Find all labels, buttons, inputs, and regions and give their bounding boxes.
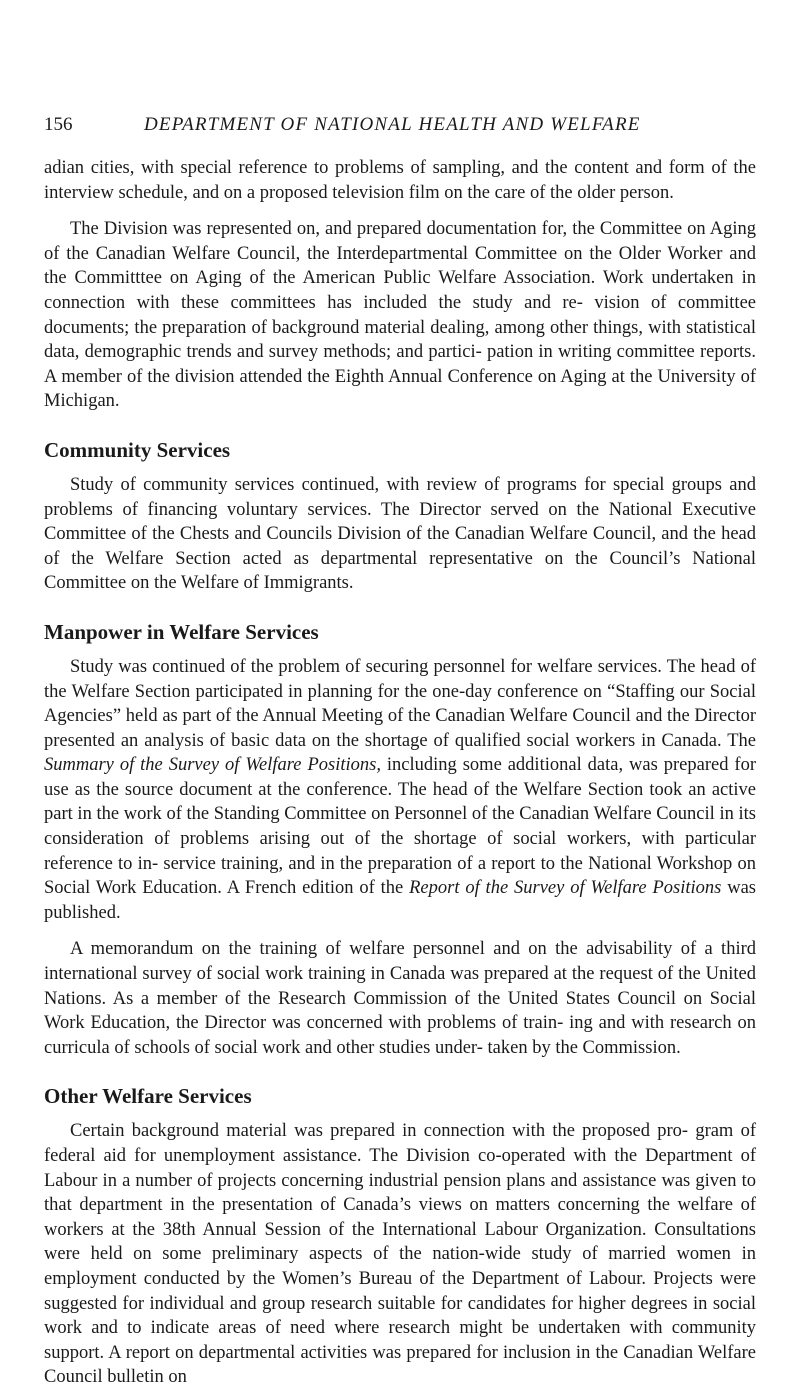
section-heading-manpower: Manpower in Welfare Services (44, 619, 319, 644)
page-body (44, 156, 756, 1390)
manpower-paragraph-2: A memorandum on the training of welfare personnel and on the advisability of a third international survey of social work training in Canada was prepared at the request of the United Nations. As a member of the Research Commission of the United States Council on Social Work Education, the Director was concerned with problems of train- ing and with research on curricula of schools of social work and other studies under- taken by the Commission. (44, 939, 756, 1058)
manpower-text-b: including some additional data, was prepared for use as the source document at the conference. The head of the Welfare Section took an active part in the work of the Standing Committee on Personnel of the Canadian Welfare Council in its consideration of problems arising out of the shortage of social workers, with particular reference to in- service training, and in the preparation of a report to the National Workshop on Social Work Education. A French edition of the (44, 755, 756, 899)
manpower-text-a: Study was continued of the problem of securing personnel for welfare services. The head of the Welfare Section participated in planning for the one-day conference on “Staffing our Social Agencies” held as part of the Annual Meeting of the Canadian Welfare Council and the Director presented an analysis of basic data on the shortage of qualified social workers in Canada. The (44, 656, 756, 751)
summary-survey-title: Summary of the Survey of Welfare Positions, (44, 755, 381, 776)
manpower-text-c: was published. (44, 878, 756, 923)
section-heading-other-welfare: Other Welfare Services (44, 1084, 252, 1109)
manpower-paragraph-1 (44, 655, 756, 926)
aging-paragraph: The Division was represented on, and prepared documentation for, the Committee on Aging of the Canadian Welfare Council, the Interdepartmental Committee on the Older Worker and the Committtee on Aging of the American Public Welfare Association. Work undertaken in connection with these committees has included the study and re- vision of committee documents; the preparation of background material dealing, among other things, with statistical data, demographic trends and survey methods; and partici- pation in writing committee reports. A member of the division attended the Eighth Annual Conference on Aging at the University of Michigan. (44, 219, 756, 412)
report-survey-title: Report of the Survey of Welfare Positions (409, 878, 722, 899)
running-header (44, 114, 756, 144)
page-number: 156 (44, 114, 73, 135)
community-services-paragraph: Study of community services continued, with review of programs for special groups and problems of financing voluntary services. The Director served on the National Executive Committee of the Chests and Councils Division of the Canadian Welfare Council, and the head of the Welfare Section acted as departmental representative on the Council’s National Committee on the Welfare of Immigrants. (44, 474, 756, 594)
running-title: DEPARTMENT OF NATIONAL HEALTH AND WELFARE (144, 114, 641, 135)
section-heading-community-services: Community Services (44, 437, 231, 462)
other-welfare-paragraph: Certain background material was prepared in connection with the proposed pro- gram of federal aid for unemployment assistance. The Division co-operated with the Department of Labour in a number of projects concerning industrial pension plans and assistance was given to that department in the presentation of Canada’s views on matters concerning the welfare of workers at the 38th Annual Session of the International Labour Organization. Consultations were held on some preliminary aspects of the nation-wide study of married women in employment conducted by the Women’s Bureau of the Department of Labour. Projects were suggested for individual and group research suitable for candidates for higher degrees in social work and to indicate areas of need where research might be undertaken with community support. A report on departmental activities was prepared for inclusion in the Canadian Welfare Council bulletin on (44, 1121, 756, 1388)
intro-paragraph: adian cities, with special reference to problems of sampling, and the content and form of the interview schedule, and on a proposed television film on the care of the older person. (44, 158, 756, 203)
